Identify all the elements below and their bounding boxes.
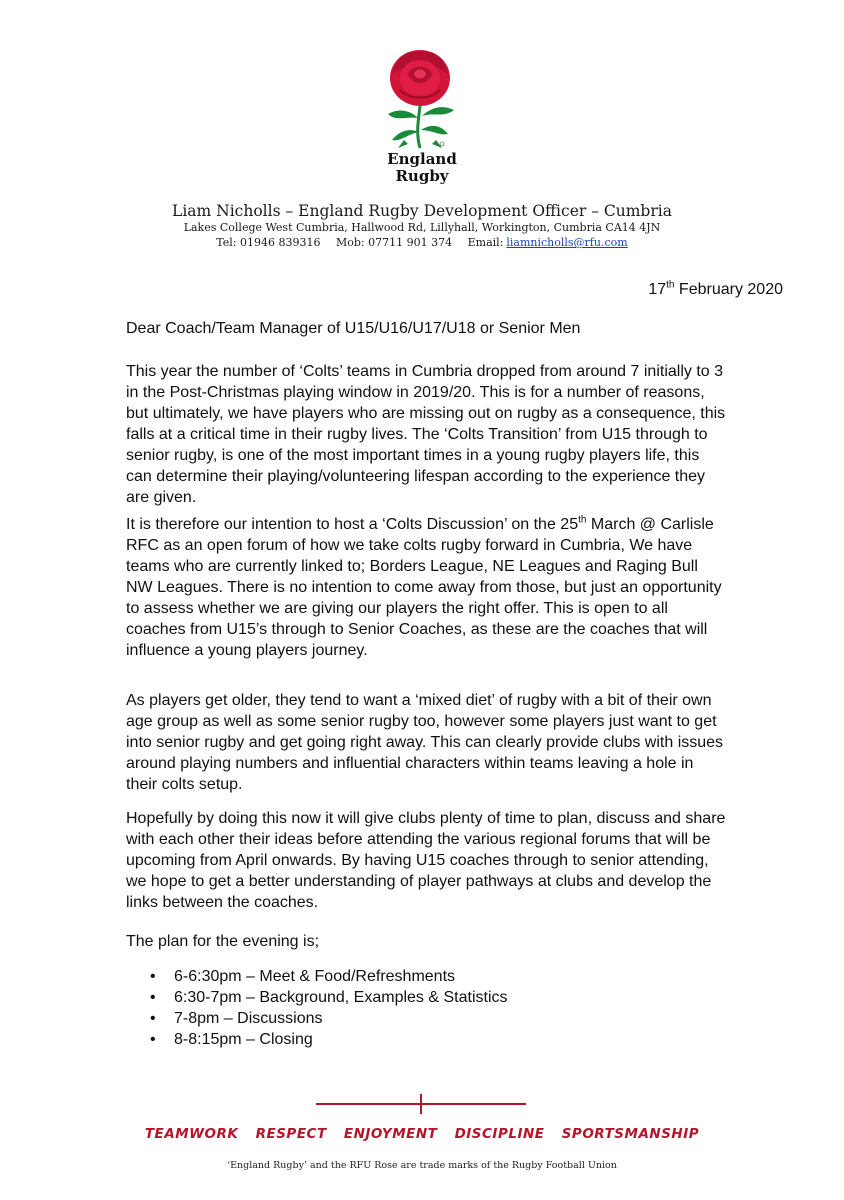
- email-link[interactable]: liamnicholls@rfu.com: [506, 236, 628, 249]
- plan-item: • 6-6:30pm – Meet & Food/Refreshments: [150, 966, 726, 987]
- plan-item: • 7-8pm – Discussions: [150, 1008, 726, 1029]
- mobile: Mob: 07711 901 374: [336, 236, 453, 249]
- plan-item: • 6:30-7pm – Background, Examples & Statistics: [150, 987, 726, 1008]
- paragraph-2: [126, 514, 726, 661]
- paragraph-1: This year the number of ‘Colts’ teams in Cumbria dropped from around 7 initially to 3 in the Post-Christmas playing window in 2019/20. This is for a number of reasons, but ultimately, we have players who are missing out on rugby as a consequence, this falls at a critical time in their rugby lives. The ‘Colts Transition’ from U15 through to senior rugby, is one of the most important times in a young rugby players life, this can determine their playing/volunteering lifespan according to the experience they are given.: [126, 363, 726, 506]
- paragraph-2-sup: th: [578, 514, 587, 526]
- salutation: Dear Coach/Team Manager of U15/U16/U17/U18 or Senior Men: [126, 320, 581, 337]
- trademark-notice: ‘England Rugby’ and the RFU Rose are trade marks of the Rugby Football Union: [227, 1160, 617, 1171]
- sender-address: Lakes College West Cumbria, Hallwood Rd, Lillyhall, Workington, Cumbria CA14 4JN: [183, 221, 661, 234]
- email-label: Email:: [467, 236, 504, 249]
- email-group: [468, 236, 628, 249]
- brand-name-line2: Rugby: [395, 167, 449, 185]
- date-suffix: th: [666, 279, 675, 291]
- rose-icon: [378, 44, 462, 154]
- value-teamwork: TEAMWORK: [144, 1126, 239, 1142]
- sender-contact: [0, 236, 844, 249]
- core-values: [0, 1126, 844, 1142]
- sender-name: Liam Nicholls – England Rugby Development Officer – Cumbria: [172, 202, 672, 220]
- date-month-year: February 2020: [674, 281, 783, 298]
- date-day: 17: [648, 281, 667, 298]
- value-respect: RESPECT: [255, 1126, 327, 1142]
- plan-intro: The plan for the evening is;: [126, 933, 320, 950]
- value-enjoyment: ENJOYMENT: [343, 1126, 438, 1142]
- value-discipline: DISCIPLINE: [454, 1126, 545, 1142]
- brand-name-line1: England: [387, 150, 457, 168]
- footer-divider-tick: [420, 1094, 422, 1114]
- plan-item: • 8-8:15pm – Closing: [150, 1029, 726, 1050]
- tel: Tel: 01946 839316: [216, 236, 321, 249]
- paragraph-2-start: It is therefore our intention to host a ‘Colts Discussion’ on the 25: [126, 516, 579, 533]
- paragraph-4: Hopefully by doing this now it will give clubs plenty of time to plan, discuss and share with each other their ideas before attending the various regional forums that will be upcoming from April onwards. By having U15 coaches through to senior attending, we hope to get a better understanding of player pathways at clubs and develop the links between the coaches.: [126, 810, 726, 911]
- letter-date: [648, 281, 783, 299]
- value-sportsmanship: SPORTSMANSHIP: [561, 1126, 700, 1142]
- plan-list: [126, 966, 726, 1050]
- paragraph-2-end: March @ Carlisle RFC as an open forum of how we take colts rugby forward in Cumbria, We have teams who are currently linked to; Borders League, NE Leagues and Raging Bull NW Leagues. There is no intention to come away from those, but just an opportunity to assess whether we are giving our players the right offer. This is open to all coaches from U15’s through to Senior Coaches, as these are the coaches that will influence a young players journey.: [126, 516, 722, 659]
- paragraph-3: As players get older, they tend to want a ‘mixed diet’ of rugby with a bit of their own age group as well as some senior rugby too, however some players just want to get into senior rugby and get going right away. This can clearly provide clubs with issues around playing numbers and influential characters within teams leaving a hole in their colts setup.: [126, 692, 724, 793]
